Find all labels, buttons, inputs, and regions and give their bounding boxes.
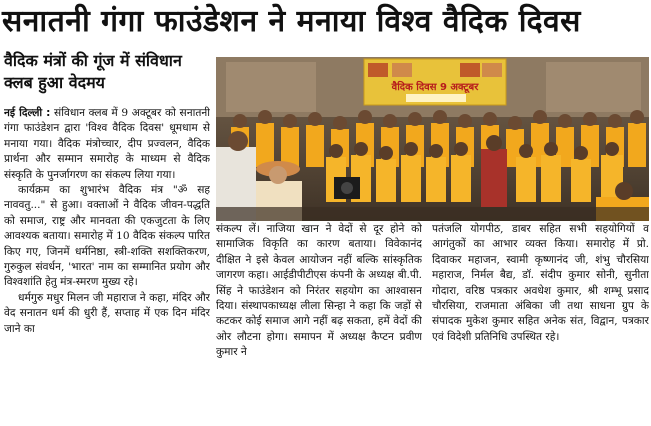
subheadline: वैदिक मंत्रों की गूंज में संविधान क्लब हुआ वेदमय: [4, 51, 182, 92]
article-column-3: [432, 222, 649, 422]
event-photo: [216, 57, 649, 221]
paragraph-1: [4, 106, 210, 183]
stage-banner: [364, 59, 506, 105]
column-2-text: संकल्प लें। नाजिया खान ने वेदों से दूर होने को सामाजिक विकृति का कारण बताया। विवेकानंद दीक्षित ने इसे केवल आयोजन नहीं बल्कि सांस्कृतिक जागरण कहा। आईडीपीटीएस कंपनी के अध्यक्ष बी.पी. सिंह ने फाउंडेशन को निरंतर सहयोग का आश्वासन दिया। संस्थापकाध्यक्ष लीला सिन्हा ने कहा कि जड़ों से कटकर कोई समाज आगे नहीं बढ़ सकता, हमें वेदों की ओर लौटना होगा। समापन में अध्यक्ष कैप्टन प्रवीण कुमार ने: [216, 223, 422, 359]
article-column-2: [216, 222, 422, 422]
paragraph-3: धर्मगुरु मधुर मिलन जी महाराज ने कहा, मंदिर और वेद सनातन धर्म की धुरी हैं, सप्ताह में एक दिन मंदिर जाने का: [4, 291, 210, 335]
paragraph-1-text: संविधान क्लब में 9 अक्टूबर को सनातनी गंगा फाउंडेशन द्वारा 'विश्व वैदिक दिवस' धूमधाम से मनाया गया। वैदिक मंत्रोच्चार, दीप प्रज्वलन, वैदिक प्रार्थना और सम्मान समारोह के माध्यम से वैदिक संस्कृति के पुनर्जागरण का संकल्प लिया गया।: [4, 107, 210, 181]
column-3-text: पतंजलि योगपीठ, डाबर सहित सभी सहयोगियों व आगंतुकों का आभार व्यक्त किया। समारोह में प्रो. दिवाकर महाजन, स्वामी कृष्णानंद जी, शंभु चौरसिया महाराज, निर्मल बैद्य, डॉ. संदीप कुमार सोनी, सुनीता गोदारा, वरिष्ठ पत्रकार अवधेश कुमार, श्री शम्भू प्रसाद चौरसिया, राजमाता अंबिका जी तथा साधना ग्रुप के संपादक मुकेश कुमार सहित अनेक संत, विद्वान, पत्रकार एवं विदेशी प्रतिनिधि उपस्थित रहे।: [432, 223, 649, 343]
headline: सनातनी गंगा फाउंडेशन ने मनाया विश्व वैदिक दिवस: [2, 4, 581, 39]
article-column-1: [4, 106, 210, 424]
paragraph-2: कार्यक्रम का शुभारंभ वैदिक मंत्र "ॐ सह नाववतु..." से हुआ। वक्ताओं ने वैदिक जीवन-पद्धति को समाज, राष्ट्र और मानवता की एकजुटता के लिए आवश्यक बताया। समारोह में 10 वैदिक संकल्प पारित किए गए, जिनमें धर्मनिष्ठा, स्त्री-शक्ति सशक्तिकरण, गुरुकुल संवर्धन, 'भारत' नाम का सम्मानित प्रयोग और विश्वशांति हेतु मंत्र-स्मरण मुख्य रहे।: [4, 184, 210, 289]
banner-title: वैदिक दिवस 9 अक्टूबर: [391, 82, 479, 93]
dateline: नई दिल्ली :: [4, 107, 51, 119]
